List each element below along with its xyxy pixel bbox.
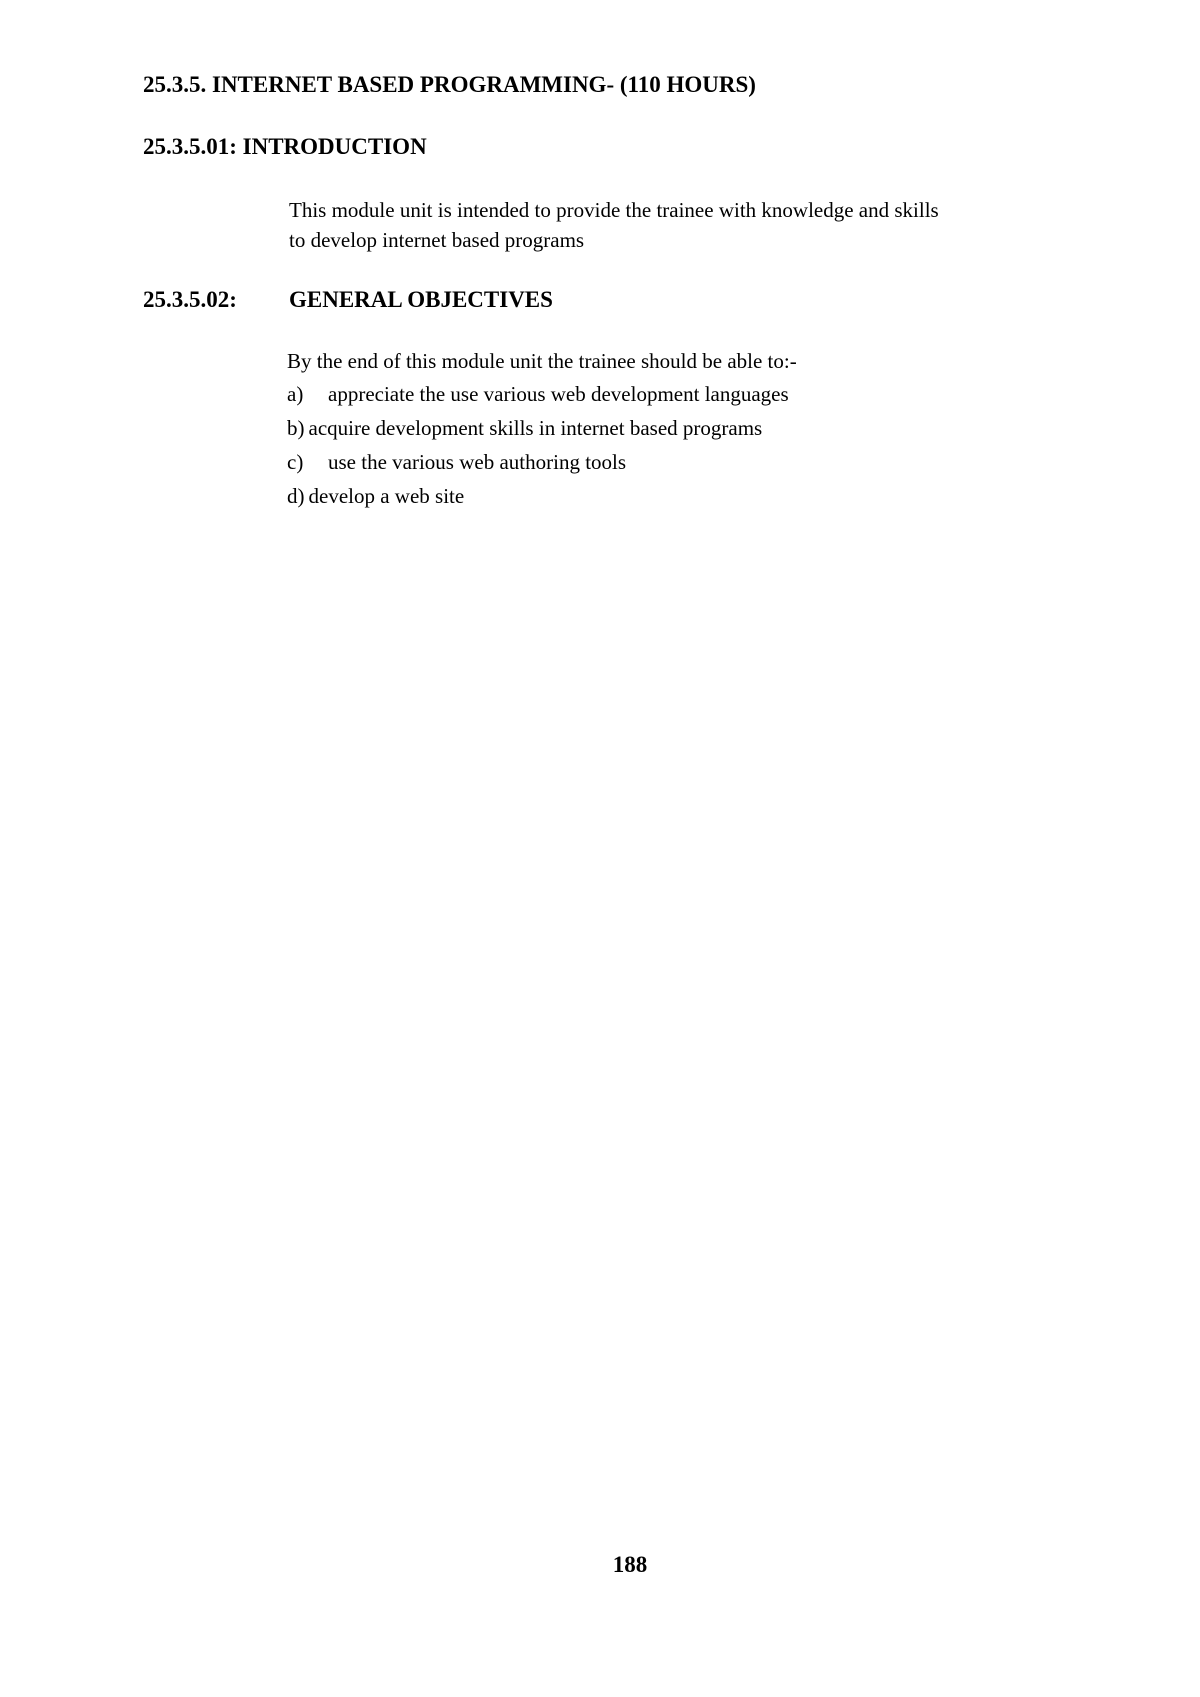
objective-text: appreciate the use various web development languages [328, 382, 789, 406]
objective-marker: c) [287, 450, 304, 474]
page-number: 188 [612, 1552, 648, 1577]
objective-item [287, 445, 797, 479]
objectives-block [287, 346, 797, 513]
objective-item [287, 411, 797, 445]
objectives-lead: By the end of this module unit the trainee should be able to:- [287, 349, 797, 373]
objective-item [287, 377, 797, 411]
objective-text: acquire development skills in internet based programs [308, 416, 763, 440]
introduction-heading: 25.3.5.01: INTRODUCTION [143, 134, 427, 159]
introduction-line: This module unit is intended to provide the trainee with knowledge and skills [289, 198, 939, 222]
objective-marker: d) [287, 484, 305, 508]
objective-marker: b) [287, 416, 305, 440]
objectives-section-number: 25.3.5.02: [143, 287, 237, 312]
objective-text: develop a web site [308, 484, 465, 508]
introduction-paragraph [289, 195, 1079, 255]
objectives-list [287, 377, 797, 513]
objective-item [287, 479, 797, 513]
objectives-heading: GENERAL OBJECTIVES [289, 287, 553, 312]
objective-text: use the various web authoring tools [328, 450, 627, 474]
module-heading: 25.3.5. INTERNET BASED PROGRAMMING- (110 HOURS) [143, 72, 756, 97]
introduction-line: to develop internet based programs [289, 228, 585, 252]
objective-marker: a) [287, 382, 304, 406]
